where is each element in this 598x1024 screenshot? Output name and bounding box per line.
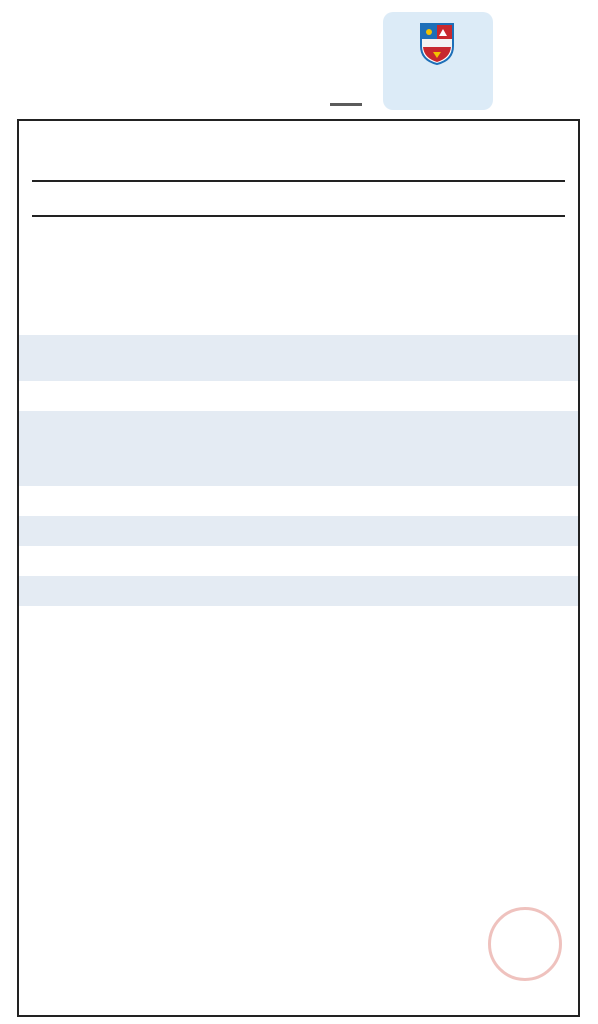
notice-frame [17,119,580,1017]
watermark-stamp [488,907,562,981]
tagline-underline [330,103,362,106]
title-divider [32,180,565,182]
item-b-band [19,335,578,381]
item-h2-band [19,576,578,606]
item-d-e-band [19,411,578,486]
page-header [0,0,598,118]
item-g-band [19,516,578,546]
intendencia-badge [383,12,493,110]
licitacion-divider [32,215,565,217]
coat-of-arms-icon [419,22,455,66]
